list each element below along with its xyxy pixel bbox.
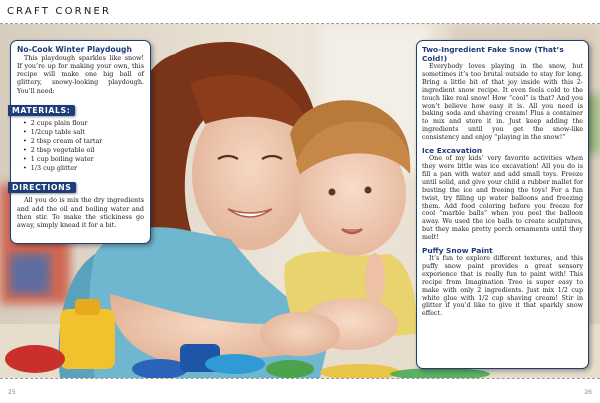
snow-paint-text: It’s fun to explore different textures, and this puffy snow paint provides a great sensory experience that is really fun to paint with! This recipe from Imagination Tree is super easy to make with only 2 ingredients. Just mix 1/2 cup white glue with 1/2 cup shaving cream! Stir in glitter if you’d like to give it that sparkly snow effect. [422, 255, 583, 318]
list-item: • 2 cups plain flour [23, 119, 144, 128]
playdough-recipe-card [10, 40, 151, 244]
page-footer [0, 378, 600, 403]
list-item: • 1/3 cup glitter [23, 164, 144, 173]
section-title: CRAFT CORNER [7, 6, 112, 17]
materials-list [23, 119, 144, 174]
directions-label: DIRECTIONS [8, 182, 76, 193]
playdough-intro: This playdough sparkles like snow! If you’re up for making your own, this recipe will make one big ball of glittery, snowy-looking playdough. You’ll need: [17, 54, 144, 95]
materials-label: MATERIALS: [8, 105, 75, 116]
page-number-left: 25 [8, 389, 16, 396]
directions-text: All you do is mix the dry ingredients and add the oil and boiling water and then stir. To make the stickiness go away, simply knead it for a bit. [17, 196, 144, 229]
list-item: • 2 tbsp cream of tartar [23, 137, 144, 146]
playdough-title: No-Cook Winter Playdough [17, 45, 132, 54]
winter-activities-card [416, 40, 589, 369]
page-header [0, 0, 600, 24]
ice-excavation-text: One of my kids’ very favorite activities when they were little was ice excavation! All you do is fill a pan with water and add small toys. Freeze until solid, and give your child a rubber mallet for busting the ice and freeing the toys! For a fun twist, try filling up water balloons and freezing them. Add food coloring before you freeze for cool “marble balls” when you peel the balloon away. We used the ice balls to create sculptures, but they make pretty porch ornaments until they melt! [422, 155, 583, 242]
list-item: • 2 tbsp vegetable oil [23, 146, 144, 155]
fake-snow-title: Two-Ingredient Fake Snow (That’s Cold!) [422, 45, 564, 63]
fake-snow-text: Everybody loves playing in the snow, but sometimes it’s too brutal outside to stay for long. Bring a little bit of that joy inside with this 2-ingredient snow recipe. It even feels cold to the touch like real snow! How “cool” is that? And you won’t believe how easy it is. All you need is baking soda and shaving cream! Plus a container to mix and store it in. Just keep adding the ingredients until you get the snow-like consistency and enjoy “playing in the snow!” [422, 63, 583, 142]
ice-excavation-title: Ice Excavation [422, 146, 483, 156]
list-item: • 1/2cup table salt [23, 128, 144, 137]
footer-divider [0, 378, 600, 379]
list-item: • 1 cup boiling water [23, 155, 144, 164]
page-number-right: 26 [584, 389, 592, 396]
snow-paint-title: Puffy Snow Paint [422, 246, 493, 256]
